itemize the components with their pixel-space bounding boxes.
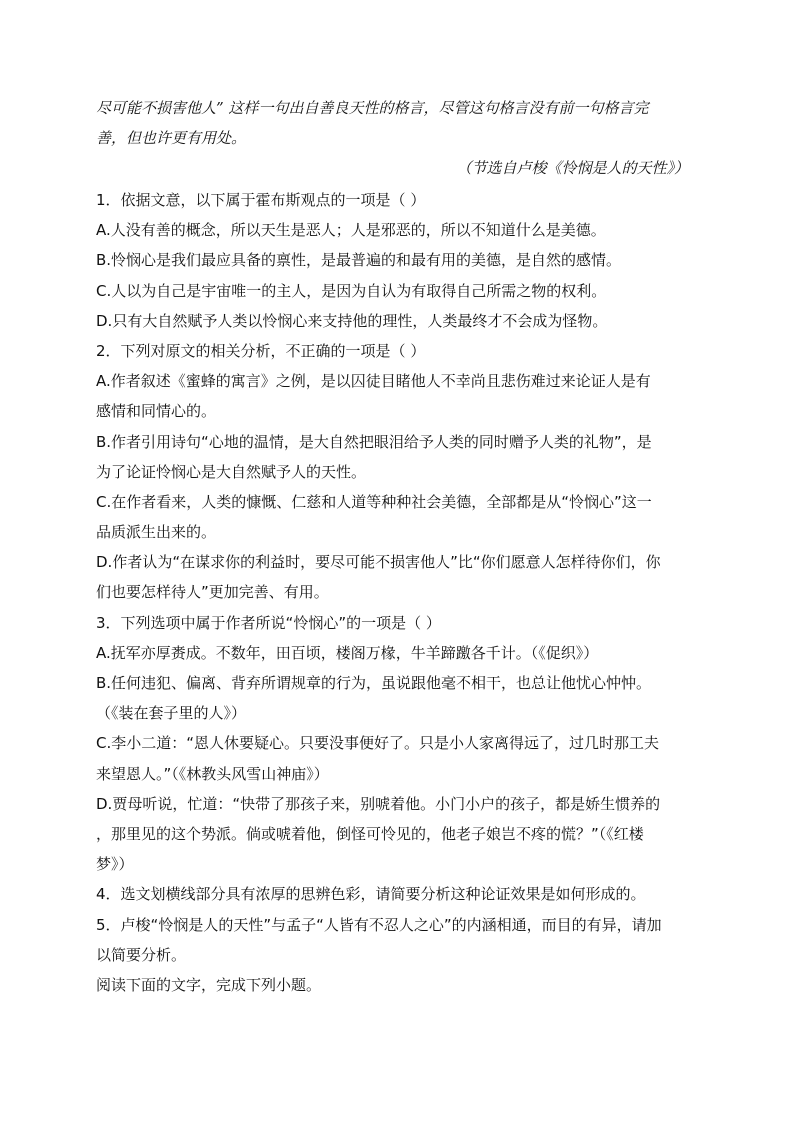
question-3-option-d-cont2: 梦》） bbox=[96, 855, 134, 874]
question-3-option-d: D.贾母听说，忙道：“快带了那孩子来，别唬着他。小门小户的孩子，都是娇生惯养的 bbox=[96, 794, 661, 813]
question-2-option-d-cont: 们也要怎样待人”更加完善、有用。 bbox=[96, 583, 329, 602]
question-1-option-c: C.人以为自己是宇宙唯一的主人，是因为自认为有取得自己所需之物的权利。 bbox=[96, 281, 607, 300]
question-3-option-b-cont: （《装在套子里的人》） bbox=[96, 704, 247, 723]
question-2-option-c-cont: 品质派生出来的。 bbox=[96, 523, 217, 542]
reading-instruction: 阅读下面的文字，完成下列小题。 bbox=[96, 975, 322, 994]
question-3-option-c-cont: 来望恩人。”（《林教头风雪山神庙》） bbox=[96, 764, 329, 783]
question-3-option-a: A.抚军亦厚赉成。不数年，田百顷，楼阁万椽，牛羊蹄躈各千计。（《促织》） bbox=[96, 643, 599, 662]
question-2-stem: 2．下列对原文的相关分析，不正确的一项是（ ） bbox=[96, 341, 426, 360]
question-2-option-b-cont: 为了论证怜悯心是大自然赋予人的天性。 bbox=[96, 462, 367, 481]
question-1-option-b: B.怜悯心是我们最应具备的禀性，是最普遍的和最有用的美德，是自然的感情。 bbox=[96, 251, 622, 270]
question-4: 4．选文划横线部分具有浓厚的思辨色彩，请简要分析这种论证效果是如何形成的。 bbox=[96, 885, 646, 904]
question-2-option-a-cont: 感情和同情心的。 bbox=[96, 402, 217, 421]
question-2-option-b: B.作者引用诗句“心地的温情，是大自然把眼泪给予人类的同时赠予人类的礼物”，是 bbox=[96, 432, 652, 451]
passage-source: （节选自卢梭《怜悯是人的天性》） bbox=[456, 159, 689, 177]
question-1-stem: 1．依据文意，以下属于霍布斯观点的一项是（ ） bbox=[96, 191, 426, 209]
question-2-option-d: D.作者认为“在谋求你的利益时，要尽可能不损害他人”比“你们愿意人怎样待你们，你 bbox=[96, 553, 661, 572]
question-3-stem: 3．下列选项中属于作者所说“怜悯心”的一项是（ ） bbox=[96, 613, 441, 632]
question-5-cont: 以简要分析。 bbox=[96, 945, 187, 964]
question-3-option-c: C.李小二道：“恩人休要疑心。只要没事便好了。只是小人家离得远了，过几时那工夫 bbox=[96, 734, 660, 753]
passage-text bbox=[96, 93, 696, 153]
question-2-option-a: A.作者叙述《蜜蜂的寓言》之例，是以囚徒目睹他人不幸尚且悲伤难过来论证人是有 bbox=[96, 372, 651, 391]
passage-line: 尽可能不损害他人” 这样一句出自善良天性的格言，尽管这句格言没有前一句格言完 bbox=[96, 99, 649, 117]
question-1-option-d: D.只有大自然赋予人类以怜悯心来支持他的理性，人类最终才不会成为怪物。 bbox=[96, 311, 608, 330]
question-3-option-b: B.任何违犯、偏离、背弃所谓规章的行为，虽说跟他毫不相干，也总让他忧心忡忡。 bbox=[96, 674, 652, 692]
question-2-option-c: C.在作者看来，人类的慷慨、仁慈和人道等种种社会美德，全部都是从“怜悯心”这一 bbox=[96, 492, 652, 511]
passage-line: 善，但也许更有用处。 bbox=[96, 129, 247, 147]
questions-block bbox=[96, 185, 696, 1000]
question-3-option-d-cont: ，那里见的这个势派。倘或唬着他，倒怪可怜见的，他老子娘岂不疼的慌？”（《红楼 bbox=[96, 824, 644, 843]
question-5: 5．卢梭“怜悯是人的天性”与孟子“人皆有不忍人之心”的内涵相通，而目的有异，请加 bbox=[96, 915, 662, 934]
question-1-option-a: A.人没有善的概念，所以天生是恶人；人是邪恶的，所以不知道什么是美德。 bbox=[96, 221, 606, 240]
